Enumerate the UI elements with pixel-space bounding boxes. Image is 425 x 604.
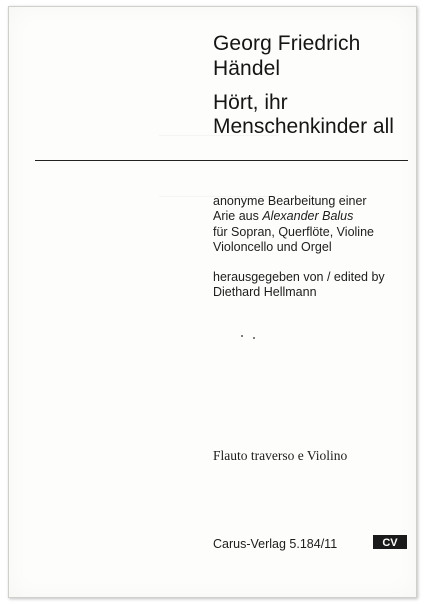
description-line-3: für Sopran, Querflöte, Violine — [213, 224, 374, 239]
description-line-1: anonyme Bearbeitung einer — [213, 194, 367, 208]
paper-speck — [241, 335, 243, 337]
composer-line-1: Georg Friedrich — [213, 32, 361, 55]
carus-logo-icon — [373, 535, 407, 549]
logo-text: CV — [382, 537, 398, 549]
editor-name: Diethard Hellmann — [213, 285, 317, 300]
title-line-2: Menschenkinder all — [213, 115, 394, 138]
composer-line-2: Händel — [213, 57, 281, 80]
description-line-4: Violoncello und Orgel — [213, 239, 332, 254]
editor-label: herausgegeben von / edited by — [213, 270, 385, 284]
composer-name — [213, 31, 360, 81]
show-through-shadow — [159, 135, 279, 197]
editor-credit — [213, 270, 385, 301]
work-title — [213, 91, 394, 139]
source-opera-title: Alexander Balus — [262, 209, 354, 224]
work-description — [213, 194, 374, 255]
description-line-2-prefix: Arie aus — [213, 209, 263, 224]
title-line-1: Hört, ihr — [213, 91, 288, 114]
cover-page — [8, 6, 417, 598]
instrument-part-label: Flauto traverso e Violino — [213, 448, 348, 463]
horizontal-rule — [35, 160, 408, 161]
paper-speck — [253, 337, 255, 339]
publisher-catalog-number: Carus-Verlag 5.184/11 — [213, 537, 338, 551]
description-line-2 — [213, 209, 374, 224]
